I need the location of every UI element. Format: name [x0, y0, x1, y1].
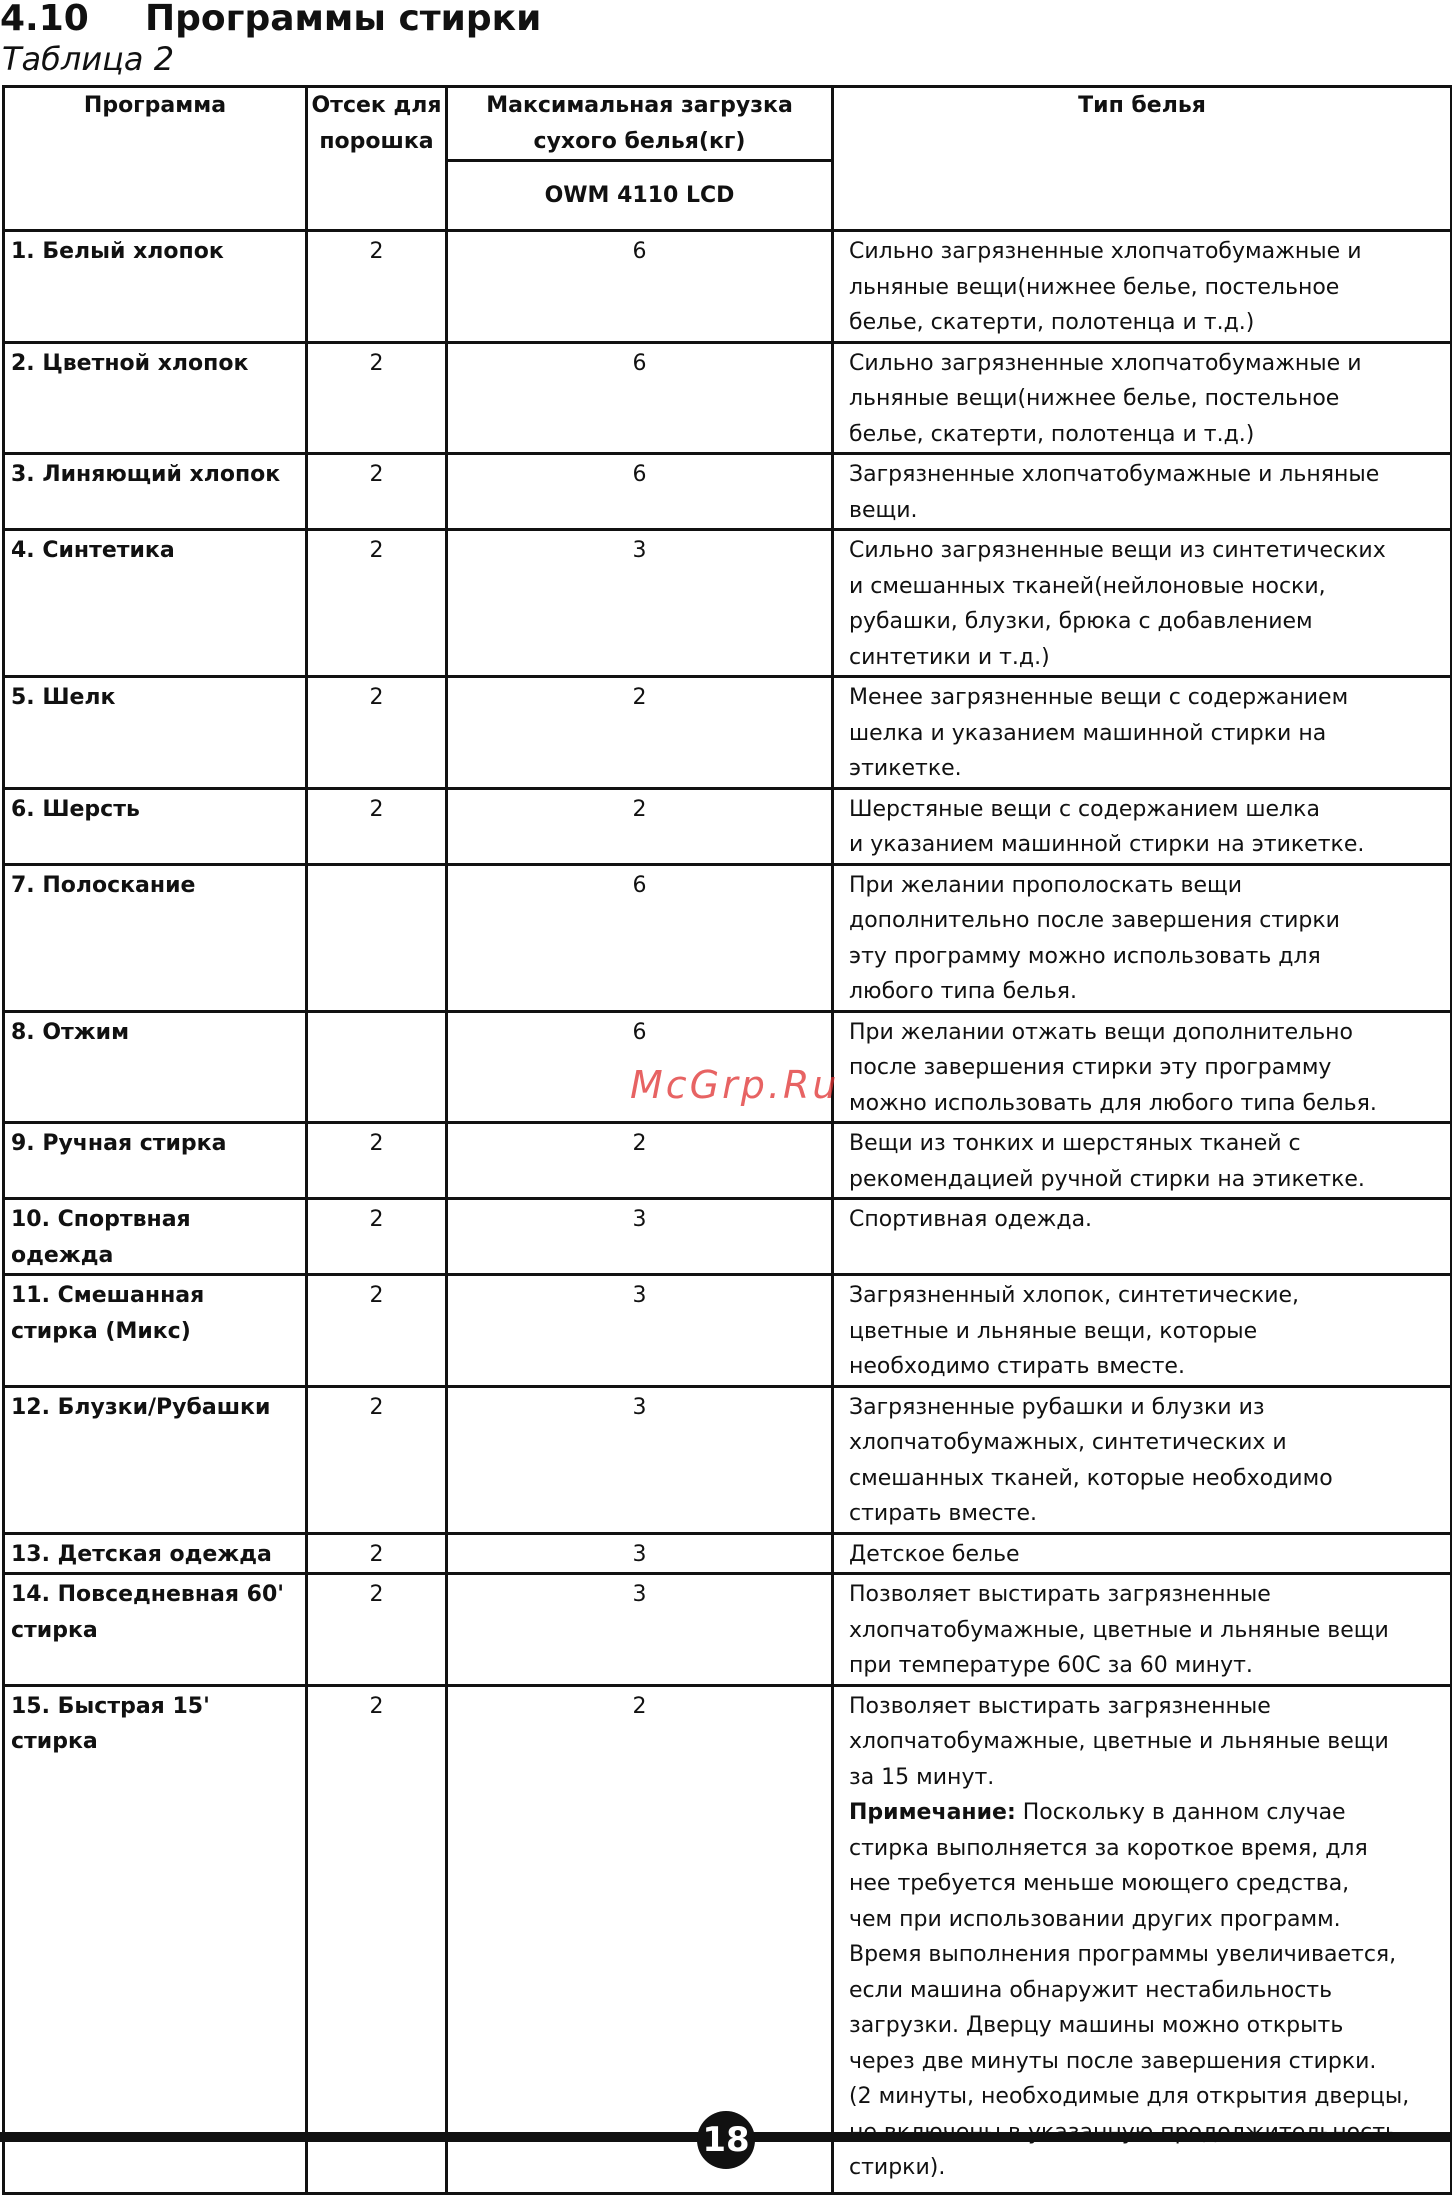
program-name: 11. Смешанная стирка (Микс): [4, 1275, 307, 1387]
table-caption: Таблица 2: [2, 40, 175, 78]
max-load: 6: [447, 454, 833, 530]
powder-compartment: 2: [307, 1386, 447, 1533]
header-program: Программа: [4, 87, 307, 231]
laundry-type: При желании отжать вещи дополнительно после завершения стирки эту программу можно использовать для любого типа белья.: [833, 1011, 1452, 1123]
max-load: 6: [447, 342, 833, 454]
max-load: 2: [447, 788, 833, 864]
program-name: 2. Цветной хлопок: [4, 342, 307, 454]
powder-compartment: [307, 864, 447, 1011]
laundry-type: Позволяет выстирать загрязненные хлопчатобумажные, цветные и льняные вещи при температуре 60С за 60 минут.: [833, 1574, 1452, 1686]
program-name: 10. Спортвная одежда: [4, 1199, 307, 1275]
table-body: [4, 231, 1452, 2194]
powder-compartment: 2: [307, 1199, 447, 1275]
watermark-text: McGrp.Ru: [630, 1063, 840, 1107]
powder-compartment: 2: [307, 231, 447, 343]
max-load: 3: [447, 1199, 833, 1275]
program-name: 15. Быстрая 15' стирка: [4, 1685, 307, 2193]
powder-compartment: 2: [307, 1275, 447, 1387]
section-number: 4.10: [0, 0, 89, 39]
powder-compartment: 2: [307, 1574, 447, 1686]
laundry-type: [833, 1685, 1452, 2193]
max-load: 6: [447, 231, 833, 343]
table-row: [4, 1533, 1452, 1574]
powder-compartment: 2: [307, 454, 447, 530]
powder-compartment: 2: [307, 788, 447, 864]
programs-table: [2, 85, 1452, 2195]
table-row: [4, 677, 1452, 789]
program-name: 6. Шерсть: [4, 788, 307, 864]
laundry-type: Менее загрязненные вещи с содержанием шелка и указанием машинной стирки на этикетке.: [833, 677, 1452, 789]
table-row: [4, 342, 1452, 454]
table-row: [4, 864, 1452, 1011]
powder-compartment: 2: [307, 1123, 447, 1199]
laundry-type: Загрязненные рубашки и блузки из хлопчатобумажных, синтетических и смешанных тканей, которые необходимо стирать вместе.: [833, 1386, 1452, 1533]
table-row: [4, 1574, 1452, 1686]
table-row: [4, 1275, 1452, 1387]
table-row: [4, 231, 1452, 343]
program-name: 4. Синтетика: [4, 530, 307, 677]
table-row: [4, 1123, 1452, 1199]
table-row: [4, 788, 1452, 864]
page-number: 18: [697, 2111, 755, 2169]
table-row: [4, 1386, 1452, 1533]
laundry-type: Шерстяные вещи с содержанием шелка и указанием машинной стирки на этикетке.: [833, 788, 1452, 864]
max-load: 3: [447, 1533, 833, 1574]
max-load: 2: [447, 1685, 833, 2193]
max-load: 2: [447, 677, 833, 789]
laundry-type: Вещи из тонких и шерстяных тканей с рекомендацией ручной стирки на этикетке.: [833, 1123, 1452, 1199]
max-load: 6: [447, 1011, 833, 1123]
powder-compartment: 2: [307, 530, 447, 677]
program-name: 12. Блузки/Рубашки: [4, 1386, 307, 1533]
powder-compartment: 2: [307, 677, 447, 789]
laundry-type: Сильно загрязненные вещи из синтетических и смешанных тканей(нейлоновые носки, рубашки, блузки, брюка с добавлением синтетики и т.д.): [833, 530, 1452, 677]
laundry-type-text: Позволяет выстирать загрязненные хлопчатобумажные, цветные и льняные вещи за 15 минут.: [849, 1693, 1389, 1790]
laundry-type: При желании прополоскать вещи дополнительно после завершения стирки эту программу можно использовать для любого типа белья.: [833, 864, 1452, 1011]
header-model: OWM 4110 LCD: [447, 161, 833, 231]
program-name: 8. Отжим: [4, 1011, 307, 1123]
program-name: 14. Повседневная 60' стирка: [4, 1574, 307, 1686]
laundry-type: Загрязненный хлопок, синтетические, цветные и льняные вещи, которые необходимо стирать вместе.: [833, 1275, 1452, 1387]
laundry-type: Сильно загрязненные хлопчатобумажные и льняные вещи(нижнее белье, постельное белье, скатерти, полотенца и т.д.): [833, 231, 1452, 343]
laundry-type: Загрязненные хлопчатобумажные и льняные вещи.: [833, 454, 1452, 530]
laundry-type: Детское белье: [833, 1533, 1452, 1574]
section-title: Программы стирки: [145, 0, 542, 39]
program-name: 3. Линяющий хлопок: [4, 454, 307, 530]
section-heading: [0, 0, 541, 38]
powder-compartment: 2: [307, 342, 447, 454]
max-load: 3: [447, 1275, 833, 1387]
max-load: 3: [447, 1386, 833, 1533]
laundry-type: Сильно загрязненные хлопчатобумажные и льняные вещи(нижнее белье, постельное белье, скатерти, полотенца и т.д.): [833, 342, 1452, 454]
note-label: Примечание:: [849, 1800, 1016, 1825]
program-name: 13. Детская одежда: [4, 1533, 307, 1574]
header-row: [4, 87, 1452, 161]
max-load: 2: [447, 1123, 833, 1199]
program-name: 5. Шелк: [4, 677, 307, 789]
note-text: Поскольку в данном случае стирка выполняется за короткое время, для нее требуется меньше моющего средства, чем при использовании других программ. Время выполнения программы увеличивается, если машина обнаружит нестабильность загрузки. Дверцу машины можно открыть через две минуты после завершения стирки. (2 минуты, необходимые для открытия дверцы, стирки).: [849, 1800, 1410, 2180]
header-type: Тип белья: [833, 87, 1452, 231]
max-load: 6: [447, 864, 833, 1011]
table-row: [4, 454, 1452, 530]
header-powder: Отсек для порошка: [307, 87, 447, 231]
program-name: 7. Полоскание: [4, 864, 307, 1011]
powder-compartment: [307, 1011, 447, 1123]
header-load: Максимальная загрузка сухого белья(кг): [447, 87, 833, 161]
max-load: 3: [447, 1574, 833, 1686]
program-name: 1. Белый хлопок: [4, 231, 307, 343]
laundry-type: Спортивная одежда.: [833, 1199, 1452, 1275]
table-row: [4, 530, 1452, 677]
table-row: [4, 1199, 1452, 1275]
powder-compartment: 2: [307, 1685, 447, 2193]
max-load: 3: [447, 530, 833, 677]
powder-compartment: 2: [307, 1533, 447, 1574]
program-name: 9. Ручная стирка: [4, 1123, 307, 1199]
